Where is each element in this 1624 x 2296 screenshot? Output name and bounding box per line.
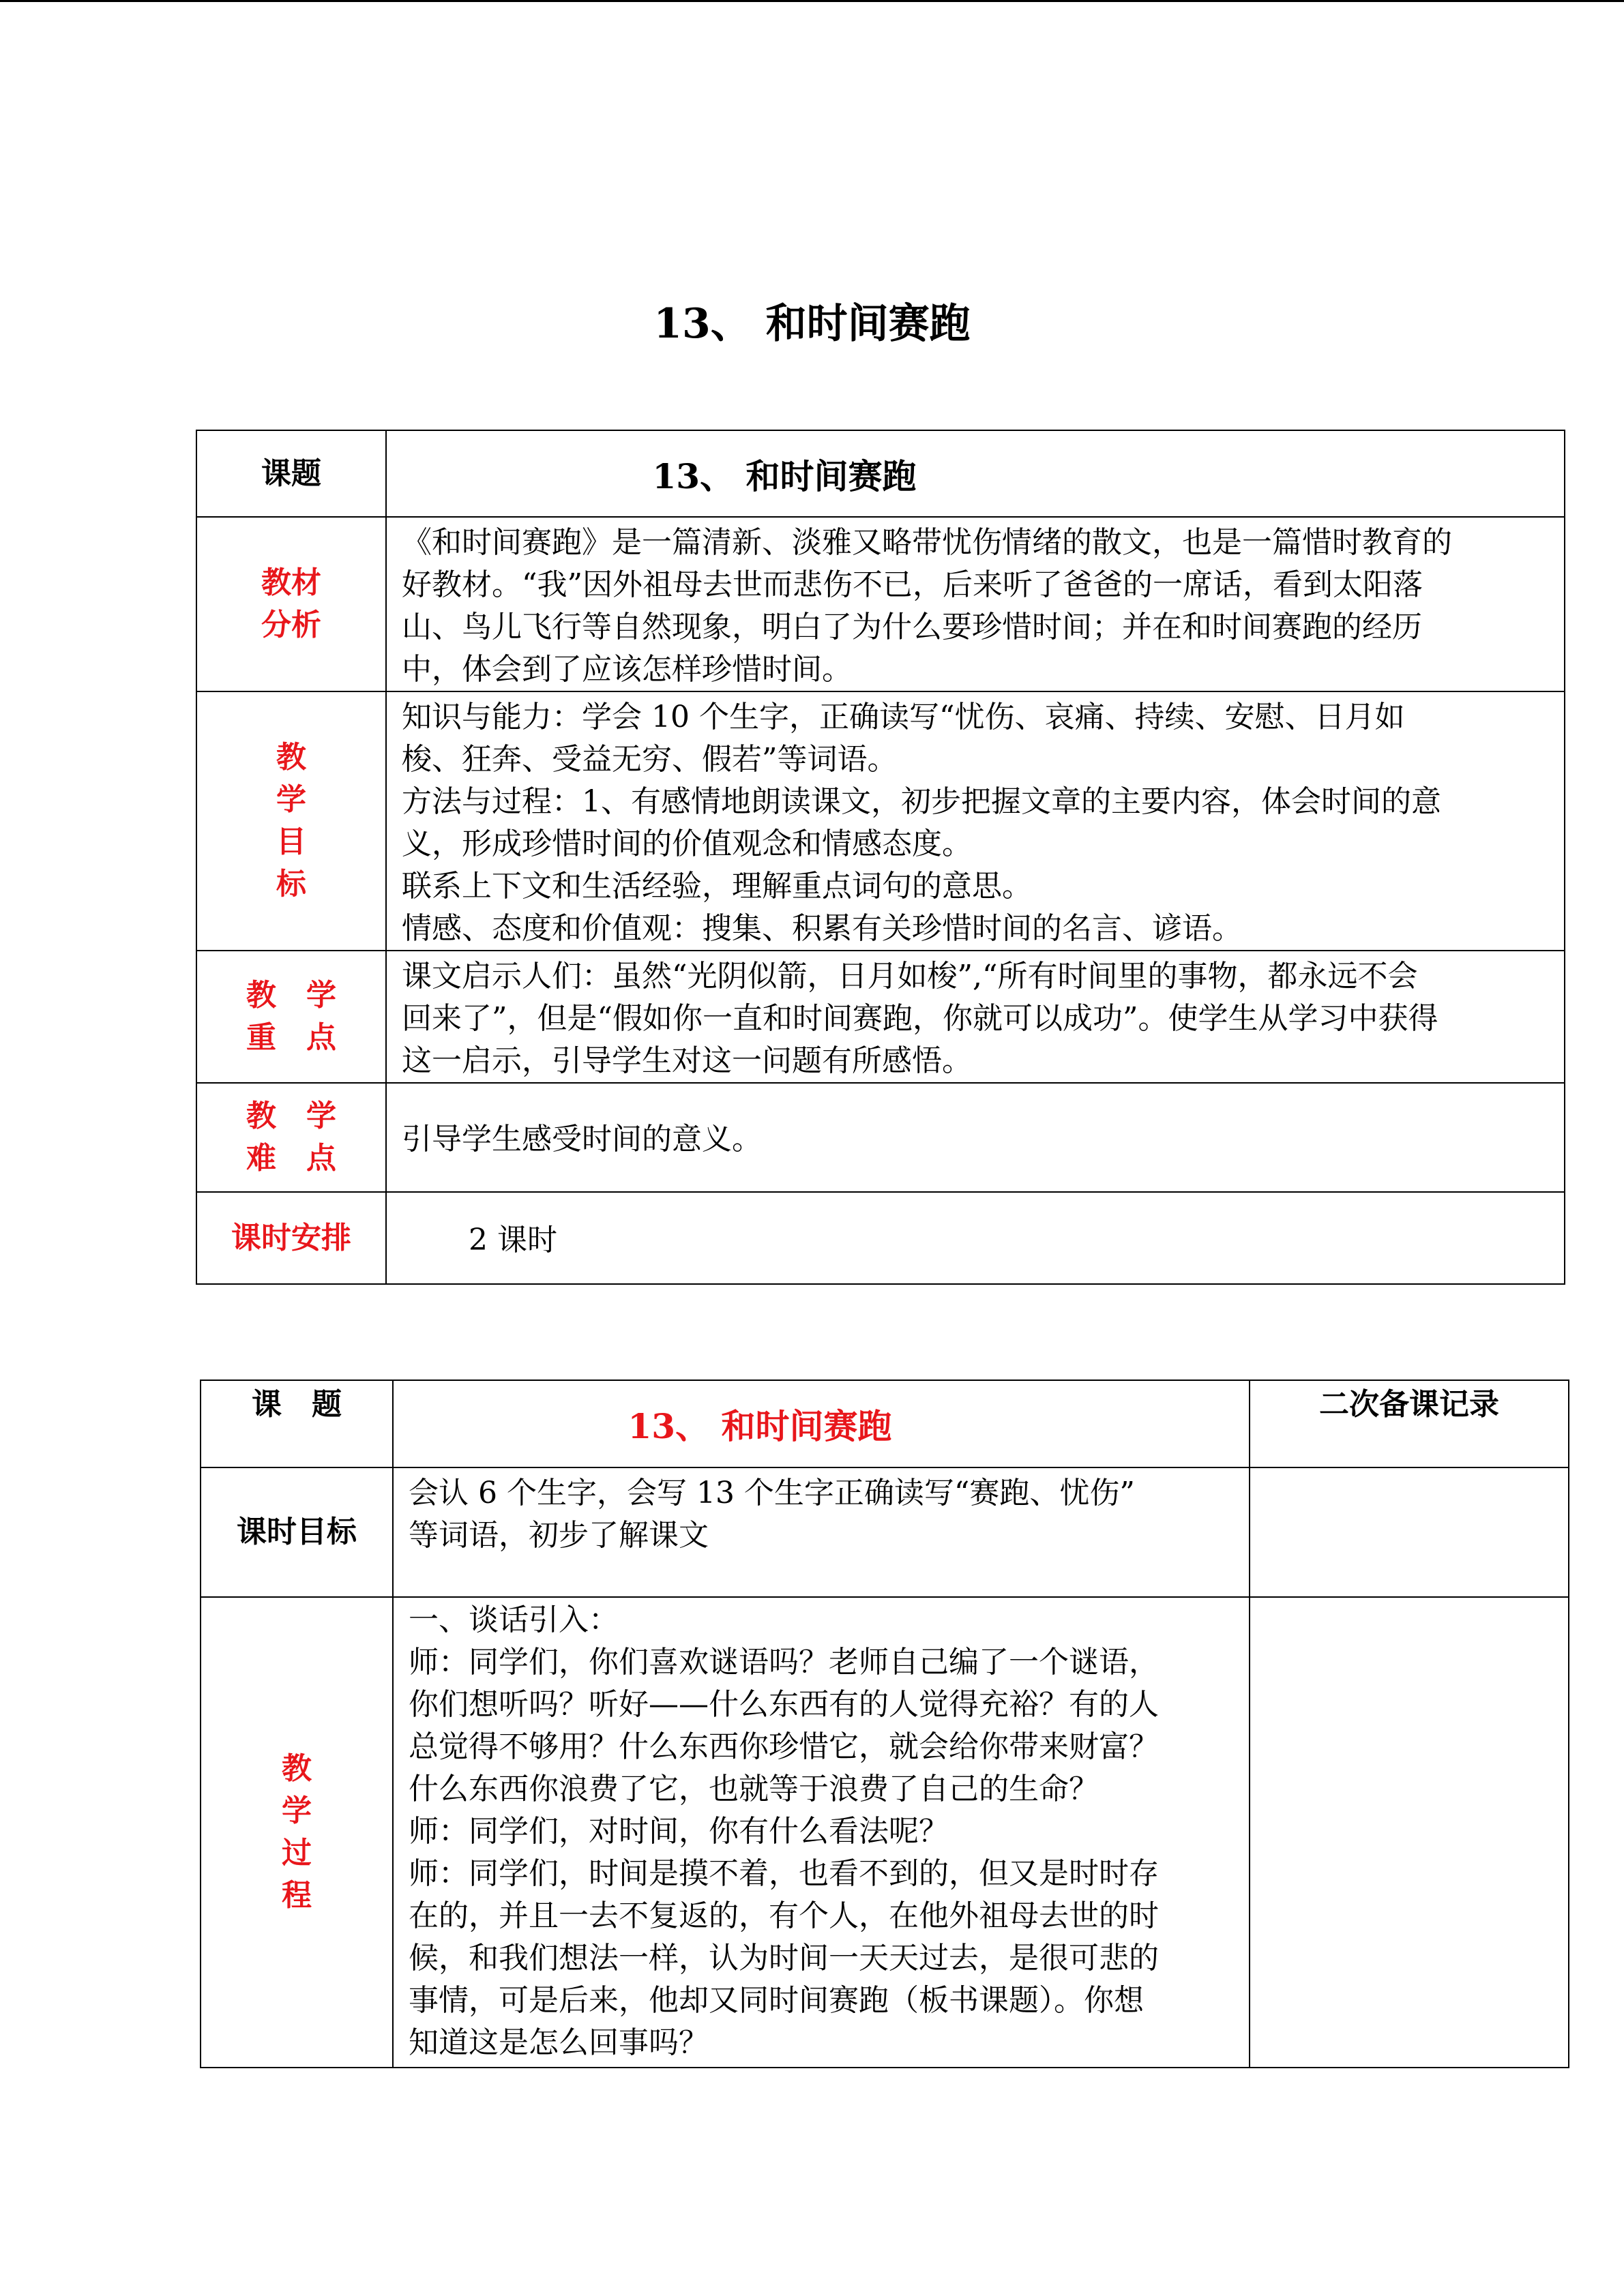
label-line: 标 xyxy=(276,867,306,901)
overview-subject-label: 课题 xyxy=(196,430,386,517)
text-line: 事情，可是后来，他却又同时间赛跑（板书课题）。你想 xyxy=(409,1983,1144,2018)
label-line: 课时安排 xyxy=(231,1220,351,1255)
text-line: 这一启示，引导学生对这一问题有所感悟。 xyxy=(402,1043,972,1078)
label-line: 教 学 xyxy=(246,1099,336,1133)
text-line: 知道这是怎么回事吗？ xyxy=(409,2025,709,2060)
label-line: 目 xyxy=(276,824,306,859)
text-line: 《和时间赛跑》是一篇清新、淡雅又略带忧伤情绪的散文，也是一篇惜时教育的 xyxy=(402,525,1452,560)
difficult-points-content xyxy=(386,1083,1565,1192)
text-line: 方法与过程：1、有感情地朗读课文，初步把握文章的主要内容，体会时间的意 xyxy=(402,784,1441,819)
lesson-table xyxy=(200,1380,1569,2068)
text-line: 好教材。“我”因外祖母去世而悲伤不已，后来听了爸爸的一席话，看到太阳落 xyxy=(402,567,1423,602)
lesson-subject-value: 13、 和时间赛跑 xyxy=(393,1380,1250,1467)
text-line: 回来了”，但是“假如你一直和时间赛跑，你就可以成功”。使学生从学习中获得 xyxy=(402,1001,1438,1036)
second-prep-notes-header: 二次备课记录 xyxy=(1250,1380,1569,1467)
textbook-analysis-content xyxy=(386,517,1565,691)
text-line: 知识与能力：学会 10 个生字，正确读写“忧伤、哀痛、持续、安慰、日月如 xyxy=(402,700,1405,734)
key-points-label xyxy=(196,951,386,1083)
text-line: 你们想听吗？听好——什么东西有的人觉得充裕？有的人 xyxy=(409,1687,1159,1722)
text-line: 等词语，初步了解课文 xyxy=(409,1518,709,1553)
lesson-subject-label: 课 题 xyxy=(201,1380,393,1467)
textbook-analysis-label xyxy=(196,517,386,691)
text-line: 情感、态度和价值观：搜集、积累有关珍惜时间的名言、谚语。 xyxy=(402,911,1242,946)
text-line: 师：同学们，你们喜欢谜语吗？老师自己编了一个谜语， xyxy=(409,1645,1159,1680)
schedule-label xyxy=(196,1192,386,1284)
text-line: 总觉得不够用？什么东西你珍惜它，就会给你带来财富？ xyxy=(409,1729,1159,1764)
text-line: 候，和我们想法一样，认为时间一天天过去，是很可悲的 xyxy=(409,1941,1159,1976)
lesson-goal-content xyxy=(393,1467,1250,1597)
text-line: 一、谈话引入： xyxy=(409,1602,619,1637)
difficult-points-label xyxy=(196,1083,386,1192)
teaching-goals-label xyxy=(196,691,386,951)
label-line: 教 学 xyxy=(246,978,336,1013)
teaching-goals-content xyxy=(386,691,1565,951)
label-line: 分析 xyxy=(261,608,321,642)
label-line: 教 xyxy=(282,1751,312,1786)
lesson-goal-label: 课时目标 xyxy=(201,1467,393,1597)
schedule-content xyxy=(386,1192,1565,1284)
label-line: 过 xyxy=(282,1836,312,1870)
label-line: 重 点 xyxy=(246,1020,336,1055)
label-line: 教 xyxy=(276,740,306,775)
overview-table xyxy=(196,430,1565,1285)
key-points-content xyxy=(386,951,1565,1083)
text-line: 山、鸟儿飞行等自然现象，明白了为什么要珍惜时间；并在和时间赛跑的经历 xyxy=(402,610,1422,644)
teaching-process-label xyxy=(201,1597,393,2068)
lesson-goal-notes-cell xyxy=(1250,1467,1569,1597)
text-line: 2 课时 xyxy=(469,1222,557,1257)
text-line: 中，体会到了应该怎样珍惜时间。 xyxy=(402,652,852,687)
overview-subject-value: 13、 和时间赛跑 xyxy=(386,430,1565,517)
text-line: 引导学生感受时间的意义。 xyxy=(402,1122,762,1157)
label-line: 程 xyxy=(282,1878,312,1913)
page-top-border xyxy=(0,0,1624,2)
text-line: 师：同学们，时间是摸不着，也看不到的，但又是时时存 xyxy=(409,1856,1159,1891)
text-line: 课文启示人们：虽然“光阴似箭，日月如梭”,“所有时间里的事物，都永远不会 xyxy=(402,959,1418,994)
text-line: 会认 6 个生字，会写 13 个生字正确读写“赛跑、忧伤” xyxy=(409,1476,1135,1510)
text-line: 师：同学们，对时间，你有什么看法呢？ xyxy=(409,1814,949,1849)
text-line: 在的，并且一去不复返的，有个人，在他外祖母去世的时 xyxy=(409,1898,1159,1933)
text-line: 义，形成珍惜时间的价值观念和情感态度。 xyxy=(402,826,972,861)
label-line: 教材 xyxy=(261,565,321,600)
label-line: 学 xyxy=(276,782,306,817)
label-line: 难 点 xyxy=(246,1141,336,1176)
text-line: 梭、狂奔、受益无穷、假若”等词语。 xyxy=(402,742,898,777)
text-line: 什么东西你浪费了它，也就等于浪费了自己的生命？ xyxy=(409,1772,1099,1806)
teaching-process-notes-cell xyxy=(1250,1597,1569,2068)
page-title: 13、 和时间赛跑 xyxy=(653,300,971,348)
label-line: 学 xyxy=(282,1793,312,1828)
text-line: 联系上下文和生活经验，理解重点词句的意思。 xyxy=(402,869,1032,904)
teaching-process-content xyxy=(393,1597,1250,2068)
